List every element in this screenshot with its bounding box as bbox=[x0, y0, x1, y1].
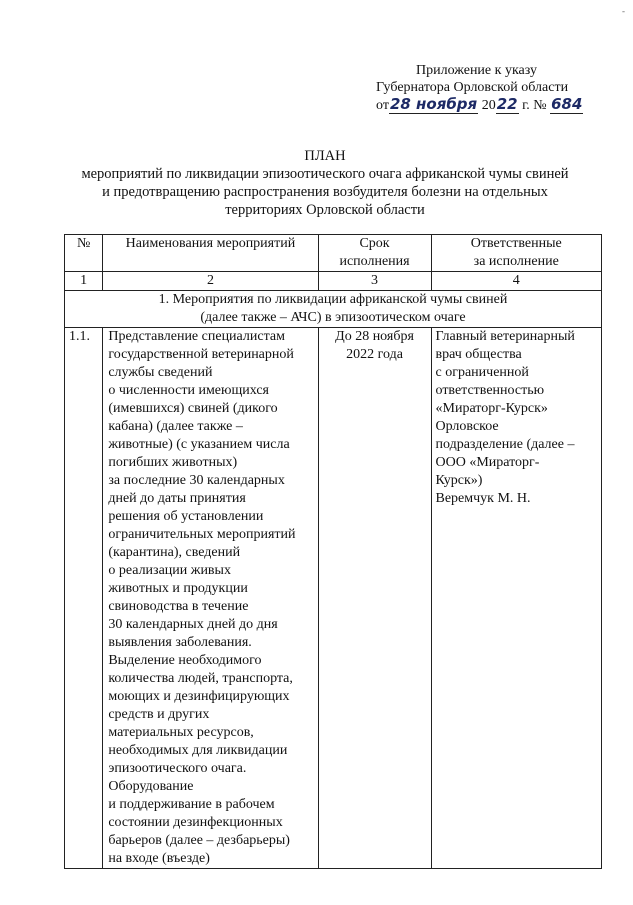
document-title bbox=[60, 147, 590, 219]
responsible-line: Орловское bbox=[435, 419, 499, 434]
description-line: и поддерживание в рабочем bbox=[108, 797, 275, 812]
year-prefix: 20 bbox=[481, 98, 496, 113]
description-line: Выделение необходимого bbox=[108, 653, 262, 668]
description-line: моющих и дезинфицирующих bbox=[108, 689, 290, 704]
description-line: службы сведений bbox=[108, 365, 213, 380]
responsible-line: Веремчук М. Н. bbox=[435, 491, 531, 506]
responsible-line: с ограниченной bbox=[435, 365, 529, 380]
header-resp-line-2: за исполнение bbox=[473, 254, 559, 269]
responsible-line: «Мираторг-Курск» bbox=[435, 401, 548, 416]
title-heading: ПЛАН bbox=[304, 148, 346, 164]
header-responsible bbox=[431, 235, 602, 272]
description-line: состоянии дезинфекционных bbox=[108, 815, 283, 830]
description-line: необходимых для ликвидации bbox=[108, 743, 288, 758]
description-line: животные) (с указанием числа bbox=[108, 437, 290, 452]
section-line-1: 1. Мероприятия по ликвидации африканской чумы свиней bbox=[158, 292, 508, 307]
title-line-2: и предотвращению распространения возбудителя болезни на отдельных bbox=[102, 184, 548, 200]
description-line: ограничительных мероприятий bbox=[108, 527, 296, 542]
header-term-line-1: Срок bbox=[359, 236, 390, 251]
header-term bbox=[318, 235, 431, 272]
description-line: средств и других bbox=[108, 707, 210, 722]
page-corner-mark: - bbox=[622, 6, 625, 16]
term-line-2: 2022 года bbox=[346, 347, 403, 362]
description-line: Оборудование bbox=[108, 779, 194, 794]
row-number: 1.1. bbox=[65, 328, 103, 869]
description-line: (имевшихся) свиней (дикого bbox=[108, 401, 278, 416]
description-line: 30 календарных дней до дня bbox=[108, 617, 278, 632]
header-num: № bbox=[65, 235, 103, 272]
appendix-line-3 bbox=[376, 96, 616, 114]
appendix-line-1: Приложение к указу bbox=[416, 63, 537, 78]
responsible-line: врач общества bbox=[435, 347, 522, 362]
section-title bbox=[65, 291, 602, 328]
appendix-prefix: от bbox=[376, 98, 389, 113]
description-line: животных и продукции bbox=[108, 581, 248, 596]
row-term bbox=[318, 328, 431, 869]
description-line: на входе (въезде) bbox=[108, 851, 210, 866]
index-row bbox=[65, 272, 602, 291]
row-responsible bbox=[431, 328, 602, 869]
responsible-line: ответственностью bbox=[435, 383, 545, 398]
responsible-line: Главный ветеринарный bbox=[435, 329, 575, 344]
handwritten-number: 684 bbox=[551, 95, 583, 113]
description-line: барьеров (далее – дезбарьеры) bbox=[108, 833, 290, 848]
description-line: материальных ресурсов, bbox=[108, 725, 254, 740]
description-line: о реализации живых bbox=[108, 563, 231, 578]
responsible-line: ООО «Мираторг- bbox=[435, 455, 540, 470]
term-line-1: До 28 ноября bbox=[335, 329, 414, 344]
description-line: решения об установлении bbox=[108, 509, 264, 524]
index-cell: 4 bbox=[431, 272, 602, 291]
index-cell: 1 bbox=[65, 272, 103, 291]
description-line: свиноводства в течение bbox=[108, 599, 249, 614]
description-line: государственной ветеринарной bbox=[108, 347, 294, 362]
plan-table bbox=[64, 234, 602, 869]
description-line: о численности имеющихся bbox=[108, 383, 269, 398]
section-row bbox=[65, 291, 602, 328]
description-line: за последние 30 календарных bbox=[108, 473, 285, 488]
description-line: погибших животных) bbox=[108, 455, 238, 470]
index-cell: 2 bbox=[103, 272, 318, 291]
index-cell: 3 bbox=[318, 272, 431, 291]
table-header-row bbox=[65, 235, 602, 272]
header-name: Наименования мероприятий bbox=[103, 235, 318, 272]
description-line: выявления заболевания. bbox=[108, 635, 252, 650]
number-label: г. № bbox=[522, 98, 547, 113]
responsible-lines bbox=[436, 328, 598, 508]
description-lines bbox=[108, 328, 313, 868]
section-line-2: (далее также – АЧС) в эпизоотическом очаге bbox=[200, 310, 466, 325]
description-line: Представление специалистам bbox=[108, 329, 285, 344]
description-line: дней до даты принятия bbox=[108, 491, 246, 506]
handwritten-date: 28 ноября bbox=[389, 95, 478, 113]
title-line-3: территориях Орловской области bbox=[225, 202, 425, 218]
responsible-line: подразделение (далее – bbox=[435, 437, 575, 452]
description-line: эпизоотического очага. bbox=[108, 761, 247, 776]
appendix-line-2: Губернатора Орловской области bbox=[376, 80, 569, 95]
description-line: кабана) (далее также – bbox=[108, 419, 243, 434]
row-description bbox=[103, 328, 318, 869]
header-resp-line-1: Ответственные bbox=[470, 236, 562, 251]
description-line: (карантина), сведений bbox=[108, 545, 241, 560]
appendix-block bbox=[376, 62, 616, 114]
description-line: количества людей, транспорта, bbox=[108, 671, 293, 686]
table-row bbox=[65, 328, 602, 869]
header-term-line-2: исполнения bbox=[339, 254, 410, 269]
handwritten-year: 22 bbox=[496, 95, 518, 113]
responsible-line: Курск») bbox=[435, 473, 483, 488]
title-line-1: мероприятий по ликвидации эпизоотического очага африканской чумы свиней bbox=[81, 166, 569, 182]
